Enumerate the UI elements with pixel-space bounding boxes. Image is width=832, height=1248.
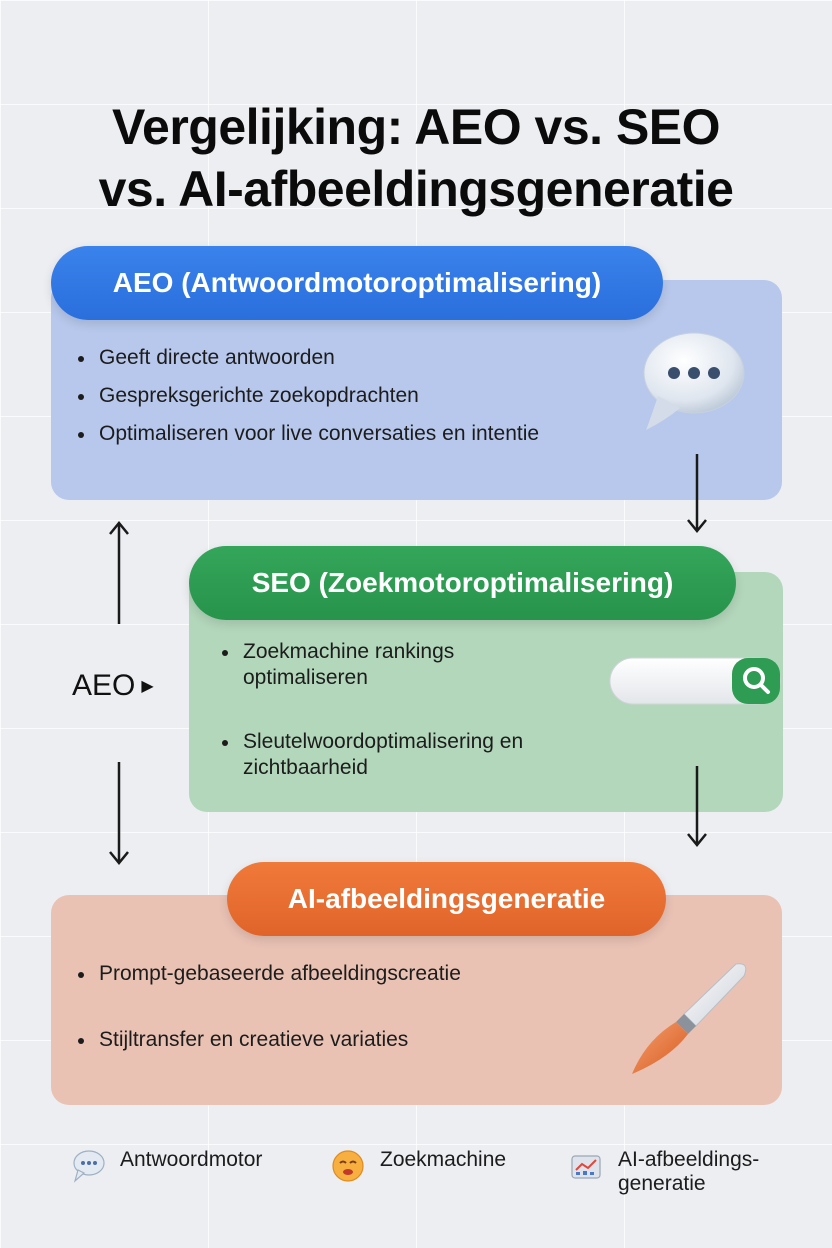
arrow-down-icon [686, 764, 708, 848]
search-bar-icon [606, 653, 786, 709]
legend-item [568, 1148, 759, 1196]
arrow-down-icon [686, 452, 708, 534]
legend-item [70, 1148, 262, 1184]
side-label-text: AEO [72, 669, 136, 702]
side-label [72, 668, 154, 705]
speech-bubble-icon [636, 328, 748, 436]
paintbrush-icon [624, 956, 758, 1080]
speech-bubble-icon [70, 1148, 106, 1184]
legend-item [330, 1148, 506, 1184]
seo-bullet: Zoekmachine rankings optimaliseren [195, 639, 555, 691]
aeo-bullet: Optimaliseren voor live conversaties en intentie [51, 421, 551, 447]
arrow-up-icon [108, 520, 130, 626]
ai-bullet: Stijltransfer en creatieve variaties [51, 1027, 611, 1053]
title-line-2: vs. AI-afbeeldingsgeneratie [98, 161, 734, 217]
legend-label: Zoekmachine [380, 1148, 507, 1171]
aeo-bullet-list [51, 345, 551, 459]
emoji-face-icon [330, 1148, 366, 1184]
image-chart-icon [568, 1148, 604, 1184]
legend-label: Antwoordmotor [120, 1148, 263, 1171]
page-title [0, 96, 832, 220]
aeo-bullet: Geeft directe antwoorden [51, 345, 551, 371]
seo-bullet: Sleutelwoordoptimalisering en zichtbaarheid [195, 729, 555, 781]
arrow-down-icon [108, 760, 130, 866]
ai-bullet-list [51, 961, 611, 1053]
aeo-heading: AEO (Antwoordmotoroptimalisering) [51, 246, 663, 320]
seo-heading: SEO (Zoekmotoroptimalisering) [189, 546, 736, 620]
title-line-1: Vergelijking: AEO vs. SEO [111, 99, 721, 155]
ai-heading: AI-afbeeldingsgeneratie [227, 862, 666, 936]
seo-bullet-list [195, 639, 555, 781]
aeo-bullet: Gespreksgerichte zoekopdrachten [51, 383, 551, 409]
legend-label: AI-afbeeldings- generatie [618, 1148, 760, 1195]
triangle-right-icon: ▶ [141, 678, 154, 696]
ai-bullet: Prompt-gebaseerde afbeeldingscreatie [51, 961, 611, 987]
